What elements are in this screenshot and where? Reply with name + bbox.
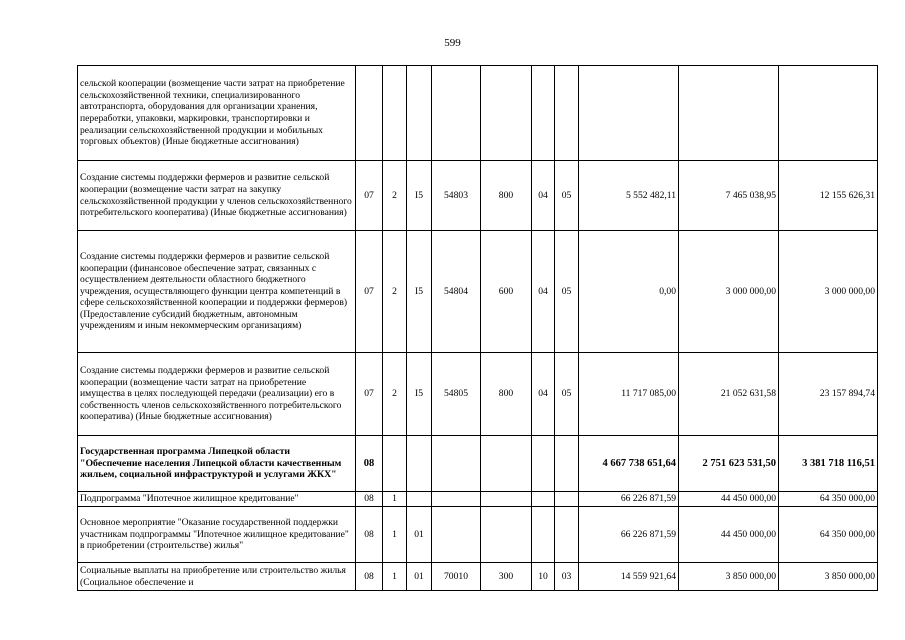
table-row — [78, 161, 878, 231]
cell-amount-3: 3 381 718 116,51 — [779, 436, 878, 492]
cell-om — [407, 492, 432, 507]
cell-gp: 08 — [356, 563, 383, 591]
cell-amount-2: 3 000 000,00 — [679, 231, 779, 353]
row-name: сельской кооперации (возмещение части затрат на приобретение сельскохозяйственной техники, специализированного автотранспорта, оборудования для организации хранения, переработки, упаковки, маркировки, транспортировки и реализации сельскохозяйственной продукции и мобильных торговых объектов) (Иные бюджетные ассигнования) — [78, 66, 356, 161]
cell-rz — [532, 66, 555, 161]
cell-om: 01 — [407, 507, 432, 563]
cell-gp: 08 — [356, 436, 383, 492]
cell-gp: 07 — [356, 353, 383, 436]
cell-pp: 2 — [383, 161, 407, 231]
cell-vr: 300 — [481, 563, 532, 591]
cell-amount-2: 7 465 038,95 — [679, 161, 779, 231]
cell-om — [407, 66, 432, 161]
cell-gp: 07 — [356, 161, 383, 231]
cell-amount-1: 0,00 — [579, 231, 679, 353]
cell-amount-3: 3 000 000,00 — [779, 231, 878, 353]
cell-code — [432, 436, 481, 492]
cell-pr — [555, 66, 579, 161]
table-row — [78, 231, 878, 353]
cell-om: I5 — [407, 353, 432, 436]
cell-amount-3: 64 350 000,00 — [779, 507, 878, 563]
cell-vr — [481, 507, 532, 563]
cell-pr: 05 — [555, 231, 579, 353]
cell-gp: 07 — [356, 231, 383, 353]
cell-pp — [383, 66, 407, 161]
cell-amount-1 — [579, 66, 679, 161]
cell-om: I5 — [407, 231, 432, 353]
cell-code: 70010 — [432, 563, 481, 591]
table-row — [78, 507, 878, 563]
cell-vr — [481, 66, 532, 161]
table-row — [78, 492, 878, 507]
cell-pp: 1 — [383, 563, 407, 591]
cell-pp — [383, 436, 407, 492]
cell-amount-3: 12 155 626,31 — [779, 161, 878, 231]
cell-rz: 04 — [532, 353, 555, 436]
cell-amount-2 — [679, 66, 779, 161]
cell-amount-1: 66 226 871,59 — [579, 507, 679, 563]
table-row — [78, 563, 878, 591]
cell-amount-2: 2 751 623 531,50 — [679, 436, 779, 492]
cell-code: 54804 — [432, 231, 481, 353]
cell-gp — [356, 66, 383, 161]
table-row — [78, 66, 878, 161]
cell-pp: 2 — [383, 231, 407, 353]
row-name: Подпрограмма "Ипотечное жилищное кредитование" — [78, 492, 356, 507]
cell-amount-3: 3 850 000,00 — [779, 563, 878, 591]
row-name: Государственная программа Липецкой области "Обеспечение населения Липецкой области качественным жильем, социальной инфраструктурой и услугами ЖКХ" — [78, 436, 356, 492]
cell-code: 54805 — [432, 353, 481, 436]
cell-amount-1: 4 667 738 651,64 — [579, 436, 679, 492]
cell-gp: 08 — [356, 507, 383, 563]
cell-code — [432, 507, 481, 563]
table-row-program — [78, 436, 878, 492]
cell-vr — [481, 492, 532, 507]
page-number: 599 — [444, 37, 461, 49]
cell-rz: 04 — [532, 161, 555, 231]
cell-amount-1: 14 559 921,64 — [579, 563, 679, 591]
cell-gp: 08 — [356, 492, 383, 507]
cell-pr: 03 — [555, 563, 579, 591]
cell-amount-1: 11 717 085,00 — [579, 353, 679, 436]
cell-pr — [555, 436, 579, 492]
cell-om: 01 — [407, 563, 432, 591]
cell-om — [407, 436, 432, 492]
cell-amount-1: 66 226 871,59 — [579, 492, 679, 507]
cell-pr — [555, 507, 579, 563]
cell-rz — [532, 507, 555, 563]
cell-pp: 1 — [383, 492, 407, 507]
cell-rz — [532, 436, 555, 492]
cell-code: 54803 — [432, 161, 481, 231]
cell-pr: 05 — [555, 353, 579, 436]
cell-amount-2: 44 450 000,00 — [679, 492, 779, 507]
cell-om: I5 — [407, 161, 432, 231]
cell-amount-3 — [779, 66, 878, 161]
cell-pp: 2 — [383, 353, 407, 436]
cell-vr — [481, 436, 532, 492]
cell-amount-3: 23 157 894,74 — [779, 353, 878, 436]
row-name: Социальные выплаты на приобретение или строительство жилья (Социальное обеспечение и — [78, 563, 356, 591]
cell-code — [432, 66, 481, 161]
cell-pp: 1 — [383, 507, 407, 563]
cell-code — [432, 492, 481, 507]
row-name: Основное мероприятие "Оказание государственной поддержки участникам подпрограммы "Ипотечное жилищное кредитование" в приобретении (строительстве) жилья" — [78, 507, 356, 563]
cell-rz: 10 — [532, 563, 555, 591]
row-name: Создание системы поддержки фермеров и развитие сельской кооперации (возмещение части затрат на приобретение имущества в целях последующей передачи (реализации) его в собственность членов сельскохозяйственного потребительского кооператива) (Иные бюджетные ассигнования) — [78, 353, 356, 436]
cell-amount-1: 5 552 482,11 — [579, 161, 679, 231]
cell-pr — [555, 492, 579, 507]
row-name: Создание системы поддержки фермеров и развитие сельской кооперации (возмещение части затрат на закупку сельскохозяйственной продукции у членов сельскохозяйственного потребительского кооператива) (Иные бюджетные ассигнования) — [78, 161, 356, 231]
table-row — [78, 353, 878, 436]
cell-rz: 04 — [532, 231, 555, 353]
cell-amount-2: 44 450 000,00 — [679, 507, 779, 563]
cell-pr: 05 — [555, 161, 579, 231]
cell-amount-3: 64 350 000,00 — [779, 492, 878, 507]
cell-amount-2: 3 850 000,00 — [679, 563, 779, 591]
cell-vr: 800 — [481, 161, 532, 231]
cell-amount-2: 21 052 631,58 — [679, 353, 779, 436]
row-name: Создание системы поддержки фермеров и развитие сельской кооперации (финансовое обеспечение затрат, связанных с осуществлением деятельности областного бюджетного учреждения, осуществляющего функции центра компетенций в сфере сельскохозяйственной кооперации и поддержки фермеров) (Предоставление субсидий бюджетным, автономным учреждениям и иным некоммерческим организациям) — [78, 231, 356, 353]
budget-table — [77, 65, 878, 591]
cell-vr: 600 — [481, 231, 532, 353]
cell-vr: 800 — [481, 353, 532, 436]
cell-rz — [532, 492, 555, 507]
